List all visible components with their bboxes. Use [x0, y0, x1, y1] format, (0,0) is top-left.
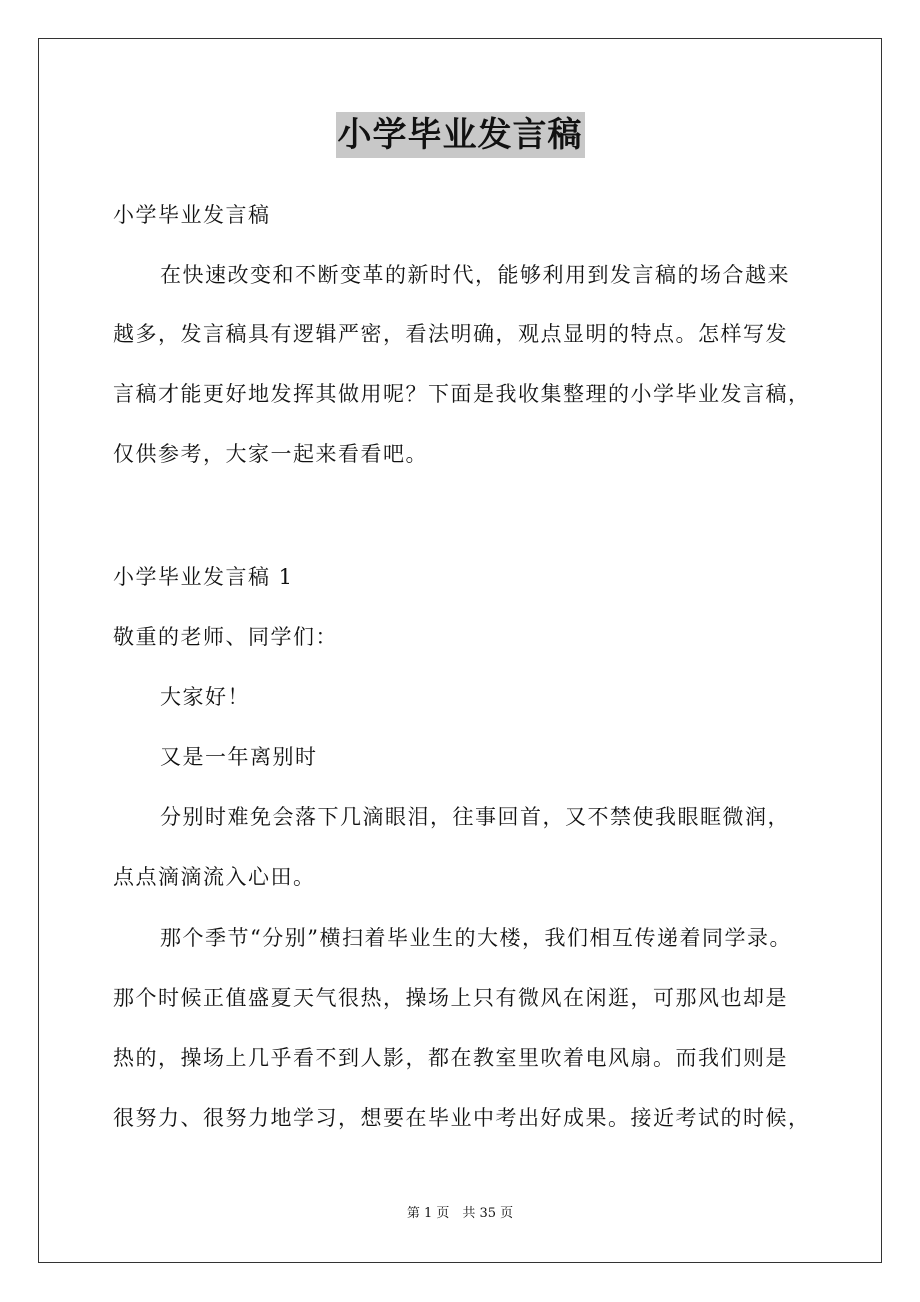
- paragraph-line: 热的，操场上几乎看不到人影，都在教室里吹着电风扇。而我们则是: [113, 1046, 788, 1070]
- paragraph-line: 很努力、很努力地学习，想要在毕业中考出好成果。接近考试的时候，: [113, 1106, 811, 1130]
- paragraph-line: 点点滴滴流入心田。: [113, 865, 316, 889]
- paragraph-line: 仅供参考，大家一起来看看吧。: [113, 442, 428, 466]
- paragraph-line: 在快速改变和不断变革的新时代，能够利用到发言稿的场合越来: [160, 263, 790, 287]
- subtitle-line: 小学毕业发言稿: [113, 203, 271, 227]
- paragraph-line: 言稿才能更好地发挥其做用呢？下面是我收集整理的小学毕业发言稿，: [113, 382, 811, 406]
- paragraph-line: 又是一年离别时: [160, 745, 318, 769]
- paragraph-line: 分别时难免会落下几滴眼泪，往事回首，又不禁使我眼眶微润，: [160, 805, 790, 829]
- greeting-line: 大家好！: [160, 685, 250, 709]
- section-heading: 小学毕业发言稿 1: [113, 565, 294, 589]
- document-title: 小学毕业发言稿: [336, 112, 585, 158]
- paragraph-line: 那个时候正值盛夏天气很热，操场上只有微风在闲逛，可那风也却是: [113, 986, 788, 1010]
- paragraph-line: 越多，发言稿具有逻辑严密，看法明确，观点显明的特点。怎样写发: [113, 322, 788, 346]
- title-container: [0, 112, 920, 158]
- salutation-line: 敬重的老师、同学们：: [113, 625, 338, 649]
- paragraph-line: 那个季节“分别”横扫着毕业生的大楼，我们相互传递着同学录。: [160, 926, 792, 950]
- page-number-footer: 第 1 页 共 35 页: [406, 1206, 514, 1221]
